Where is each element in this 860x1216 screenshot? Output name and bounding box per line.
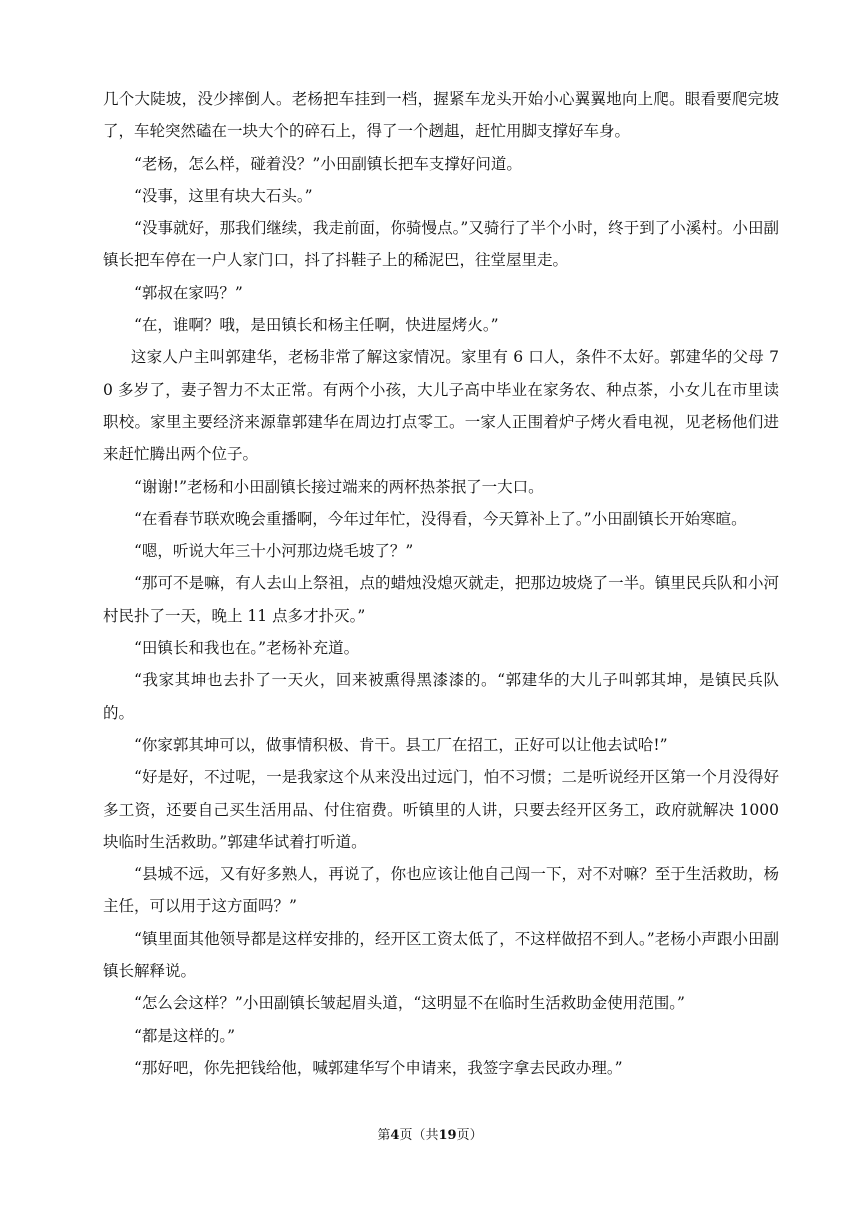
paragraph-4: “没事就好，那我们继续，我走前面，你骑慢点。”又骑行了半个小时，终于到了小溪村。小田副镇长把车停在一户人家门口，抖了抖鞋子上的稀泥巴，往堂屋里走。 [103,219,779,270]
paragraph-18: “怎么会这样？”小田副镇长皱起眉头道，“这明显不在临时生活救助金使用范围。” [134,994,685,1013]
footer-suffix: 页） [456,1128,483,1143]
footer-page-number: 4 [390,1128,400,1143]
paragraph-6: “在，谁啊？哦，是田镇长和杨主任啊，快进屋烤火。” [134,316,499,335]
paragraph-19: “都是这样的。” [134,1026,236,1045]
paragraph-10: “嗯，听说大年三十小河那边烧毛坡了？” [134,542,414,561]
paragraph-5: “郭叔在家吗？” [134,283,243,302]
paragraph-3: “没事，这里有块大石头。” [134,186,313,205]
paragraph-11: “那可不是嘛，有人去山上祭祖，点的蜡烛没熄灭就走，把那边坡烧了一半。镇里民兵队和小河村民扑了一天，晚上 11 点多才扑灭。” [103,574,779,625]
paragraph-17: “镇里面其他领导都是这样安排的，经开区工资太低了，不这样做招不到人。”老杨小声跟小田副镇长解释说。 [103,929,779,981]
paragraph-12: “田镇长和我也在。”老杨补充道。 [134,639,360,658]
paragraph-20: “那好吧，你先把钱给他，喊郭建华写个申请来，我签字拿去民政办理。” [134,1058,623,1077]
paragraph-8: “谢谢!”老杨和小田副镇长接过端来的两杯热茶抿了一大口。 [134,477,544,496]
paragraph-15: “好是好，不过呢，一是我家这个从来没出过远门，怕不习惯；二是听说经开区第一个月没得好多工资，还要自己买生活用品、付住宿费。听镇里的人讲，只要去经开区务工，政府就解决 1000 块临时生活救助。”郭建华试着打听道。 [103,768,779,851]
paragraph-14: “你家郭其坤可以，做事情积极、肯干。县工厂在招工，正好可以让他去试哈!” [134,735,668,754]
paragraph-1: 几个大陡坡，没少摔倒人。老杨把车挂到一档，握紧车龙头开始小心翼翼地向上爬。眼看要爬完坡了，车轮突然磕在一块大个的碎石上，得了一个趔趄，赶忙用脚支撑好车身。 [103,90,779,141]
paragraph-16: “县城不远，又有好多熟人，再说了，你也应该让他自己闯一下，对不对嘛？至于生活救助，杨主任，可以用于这方面吗？” [103,865,779,916]
page-footer [0,1126,860,1146]
footer-middle: 页（共 [399,1128,439,1143]
footer-prefix: 第 [377,1128,391,1143]
paragraph-2: “老杨，怎么样，碰着没？”小田副镇长把车支撑好问道。 [134,154,522,173]
paragraph-13: “我家其坤也去扑了一天火，回来被熏得黑漆漆的。“郭建华的大儿子叫郭其坤，是镇民兵队的。 [103,671,779,722]
paragraph-7: 这家人户主叫郭建华，老杨非常了解这家情况。家里有 6 口人，条件不太好。郭建华的父母 70 多岁了，妻子智力不太正常。有两个小孩，大儿子高中毕业在家务农、种点茶，小女儿在市里读职校。家里主要经济来源靠郭建华在周边打点零工。一家人正围着炉子烤火看电视，见老杨他们进来赶忙腾出两个位子。 [103,348,779,464]
article-body [103,83,779,1084]
paragraph-9: “在看春节联欢晚会重播啊，今年过年忙，没得看，今天算补上了。”小田副镇长开始寒暄。 [134,509,747,528]
footer-total-pages: 19 [438,1128,457,1143]
